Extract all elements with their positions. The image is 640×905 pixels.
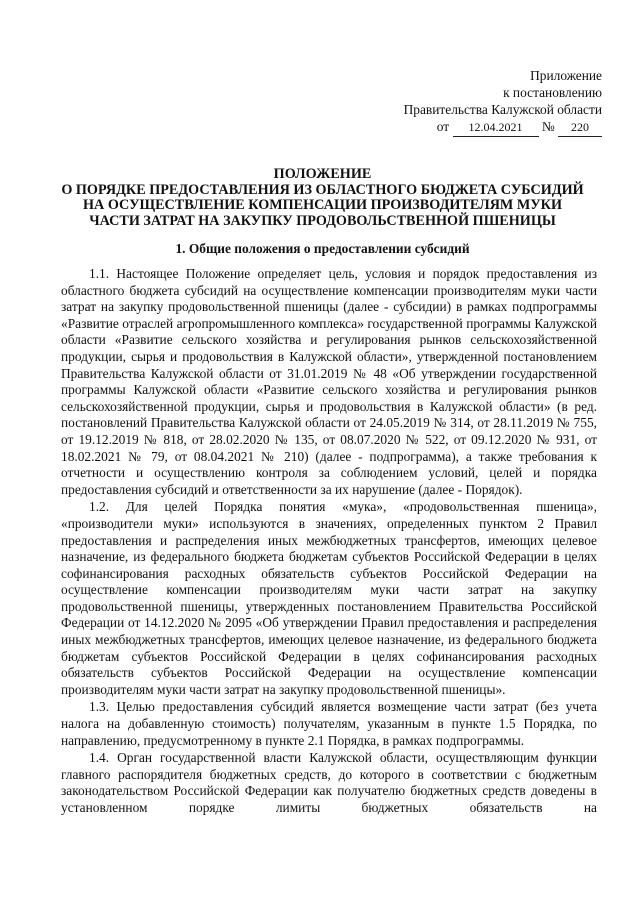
title-line-3: НА ОСУЩЕСТВЛЕНИЕ КОМПЕНСАЦИИ ПРОИЗВОДИТЕЛЯМ МУКИ — [82, 197, 562, 214]
appendix-line-3: Правительства Калужской области — [403, 102, 602, 117]
appendix-date-number-line — [404, 118, 602, 137]
paragraph-1-3: 1.3. Целью предоставления субсидий является возмещение части затрат (без учета налога на добавленную стоимость) получателям, указанным в пункте 1.5 Порядка, по направлению, предусмотренному в пункте 2.1 Порядка, в рамках подпрограммы. — [61, 699, 597, 748]
resolution-number: 220 — [558, 119, 602, 137]
section-heading: 1. Общие положения о предоставлении субсидий — [175, 241, 470, 256]
title-line-4: ЧАСТИ ЗАТРАТ НА ЗАКУПКУ ПРОДОВОЛЬСТВЕННОЙ ПШЕНИЦЫ — [89, 212, 556, 229]
number-prefix: № — [541, 119, 555, 134]
title-line-1: ПОЛОЖЕНИЕ — [273, 166, 372, 182]
paragraph-1-2: 1.2. Для целей Порядка понятия «мука», «продовольственная пшеница», «производители муки» используются в значениях, определенных пунктом 2 Правил предоставления и распределения иных межбюджетных трансфертов, имеющих целевое назначение, из федерального бюджета бюджетам субъектов Российской Федерации в целях софинансирования расходных обязательств субъектов Российской Федерации на осуществление компенсации производителям муки части затрат на закупку продовольственной пшеницы, утвержденных постановлением Правительства Российской Федерации от 14.12.2020 № 2095 «Об утверждении Правил предоставления и распределения иных межбюджетных трансфертов, имеющих целевое назначение, из федерального бюджета бюджетам субъектов Российской Федерации в целях софинансирования расходных обязательств субъектов Российской Федерации на осуществление компенсации производителям муки части затрат на закупку продовольственной пшеницы». — [61, 499, 597, 697]
resolution-date: 12.04.2021 — [453, 119, 539, 137]
appendix-line-1: Приложение — [530, 68, 602, 83]
document-title — [40, 167, 605, 229]
appendix-block — [404, 67, 602, 137]
paragraph-1-1: 1.1. Настоящее Положение определяет цель, условия и порядок предоставления из областного бюджета субсидий на осуществление компенсации производителям муки части затрат на закупку продовольственной пшеницы (далее - субсидии) в рамках подпрограммы «Развитие отраслей агропромышленного комплекса» государственной программы Калужской области «Развитие сельского хозяйства и регулирования рынков сельскохозяйственной продукции, сырья и продовольствия в Калужской области», утвержденной постановлением Правительства Калужской области от 31.01.2019 № 48 «Об утверждении государственной программы Калужской области «Развитие сельского хозяйства и регулирования рынков сельскохозяйственной продукции, сырья и продовольствия в Калужской области» (в ред. постановлений Правительства Калужской области от 24.05.2019 № 314, от 28.11.2019 № 755, от 19.12.2019 № 818, от 28.02.2020 № 135, от 08.07.2020 № 522, от 09.12.2020 № 931, от 18.02.2021 № 79, от 08.04.2021 № 210) (далее - подпрограмма), а также требования к отчетности и осуществлению контроля за соблюдением условий, целей и порядка предоставления субсидий и ответственности за их нарушение (далее - Порядок). — [61, 266, 597, 497]
title-line-2: О ПОРЯДКЕ ПРЕДОСТАВЛЕНИЯ ИЗ ОБЛАСТНОГО БЮДЖЕТА СУБСИДИЙ — [61, 181, 584, 198]
paragraph-1-4: 1.4. Орган государственной власти Калужской области, осуществляющим функции главного распорядителя бюджетных средств, до которого в соответствии с бюджетным законодательством Российской Федерации как получателю бюджетных средств доведены в установленном порядке лимиты бюджетных обязательств на — [61, 750, 597, 815]
appendix-line-2: к постановлению — [503, 85, 602, 100]
date-prefix: от — [436, 119, 450, 134]
document-body — [61, 266, 597, 818]
